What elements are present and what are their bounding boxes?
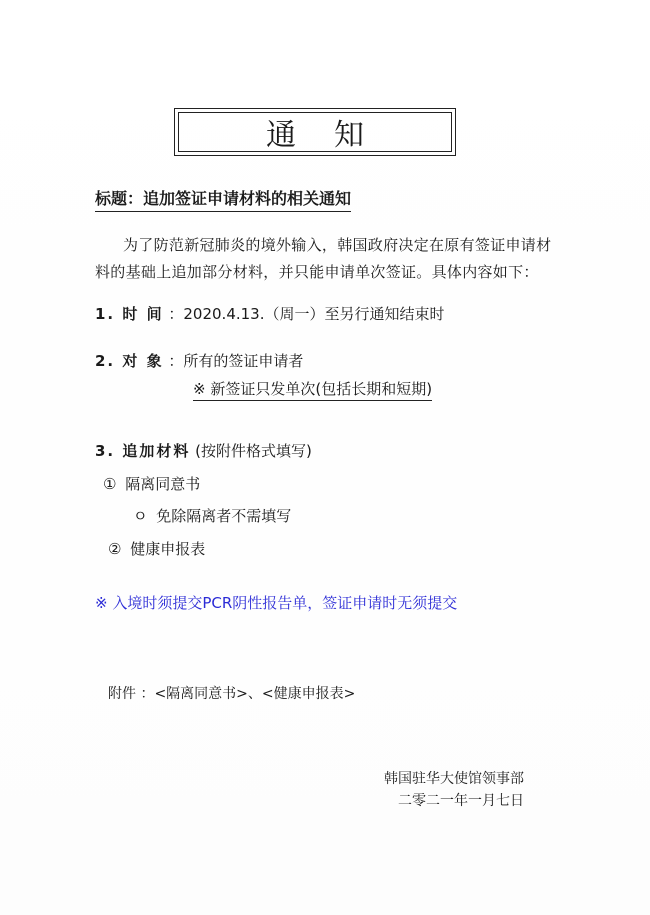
item-target-value: ：所有的签证申请者 [168,352,304,370]
subitem-quarantine-consent [103,473,200,494]
circled-one-marker: ① [103,475,117,493]
pcr-notice: ※ 入境时须提交PCR阴性报告单，签证申请时无须提交 [95,594,458,612]
title-box-inner [178,112,452,152]
item-materials-value: (按附件格式填写) [195,442,312,460]
item-materials-label: 3. 追加材料 [95,442,191,460]
item-target-note: ※ 新签证只发单次(包括长期和短期) [193,378,432,401]
subitem-quarantine-consent-text: 隔离同意书 [125,475,201,493]
subitem-health-declaration-text: 健康申报表 [130,540,206,558]
signature-date: 二零二一年一月七日 [398,793,524,809]
attachment-line: 附件 ：<隔离同意书>、<健康申报表> [108,686,356,702]
item-target-label: 2. 对 象 [95,352,164,370]
circled-two-marker: ② [108,540,122,558]
intro-paragraph: 为了防范新冠肺炎的境外输入，韩国政府决定在原有签证申请材料的基础上追加部分材料，并只能申请单次签证。具体内容如下： [95,236,552,281]
subitem-quarantine-note-text: 免除隔离者不需填写 [156,507,292,525]
item-time [95,303,445,324]
item-time-label: 1. 时 间 [95,305,164,323]
subitem-quarantine-note [133,505,291,526]
item-time-value: ：2020.4.13.（周一）至另行通知结束时 [168,305,445,323]
item-target [95,350,303,371]
title-box [174,108,456,156]
subitem-health-declaration [108,538,205,559]
signature-org: 韩国驻华大使馆领事部 [384,771,524,787]
page-title: 通知 [266,118,402,153]
bullet-marker: ㅇ [133,507,148,525]
item-materials [95,440,312,461]
signature-block [384,768,524,812]
subject-heading: 标题：追加签证申请材料的相关通知 [95,186,351,212]
